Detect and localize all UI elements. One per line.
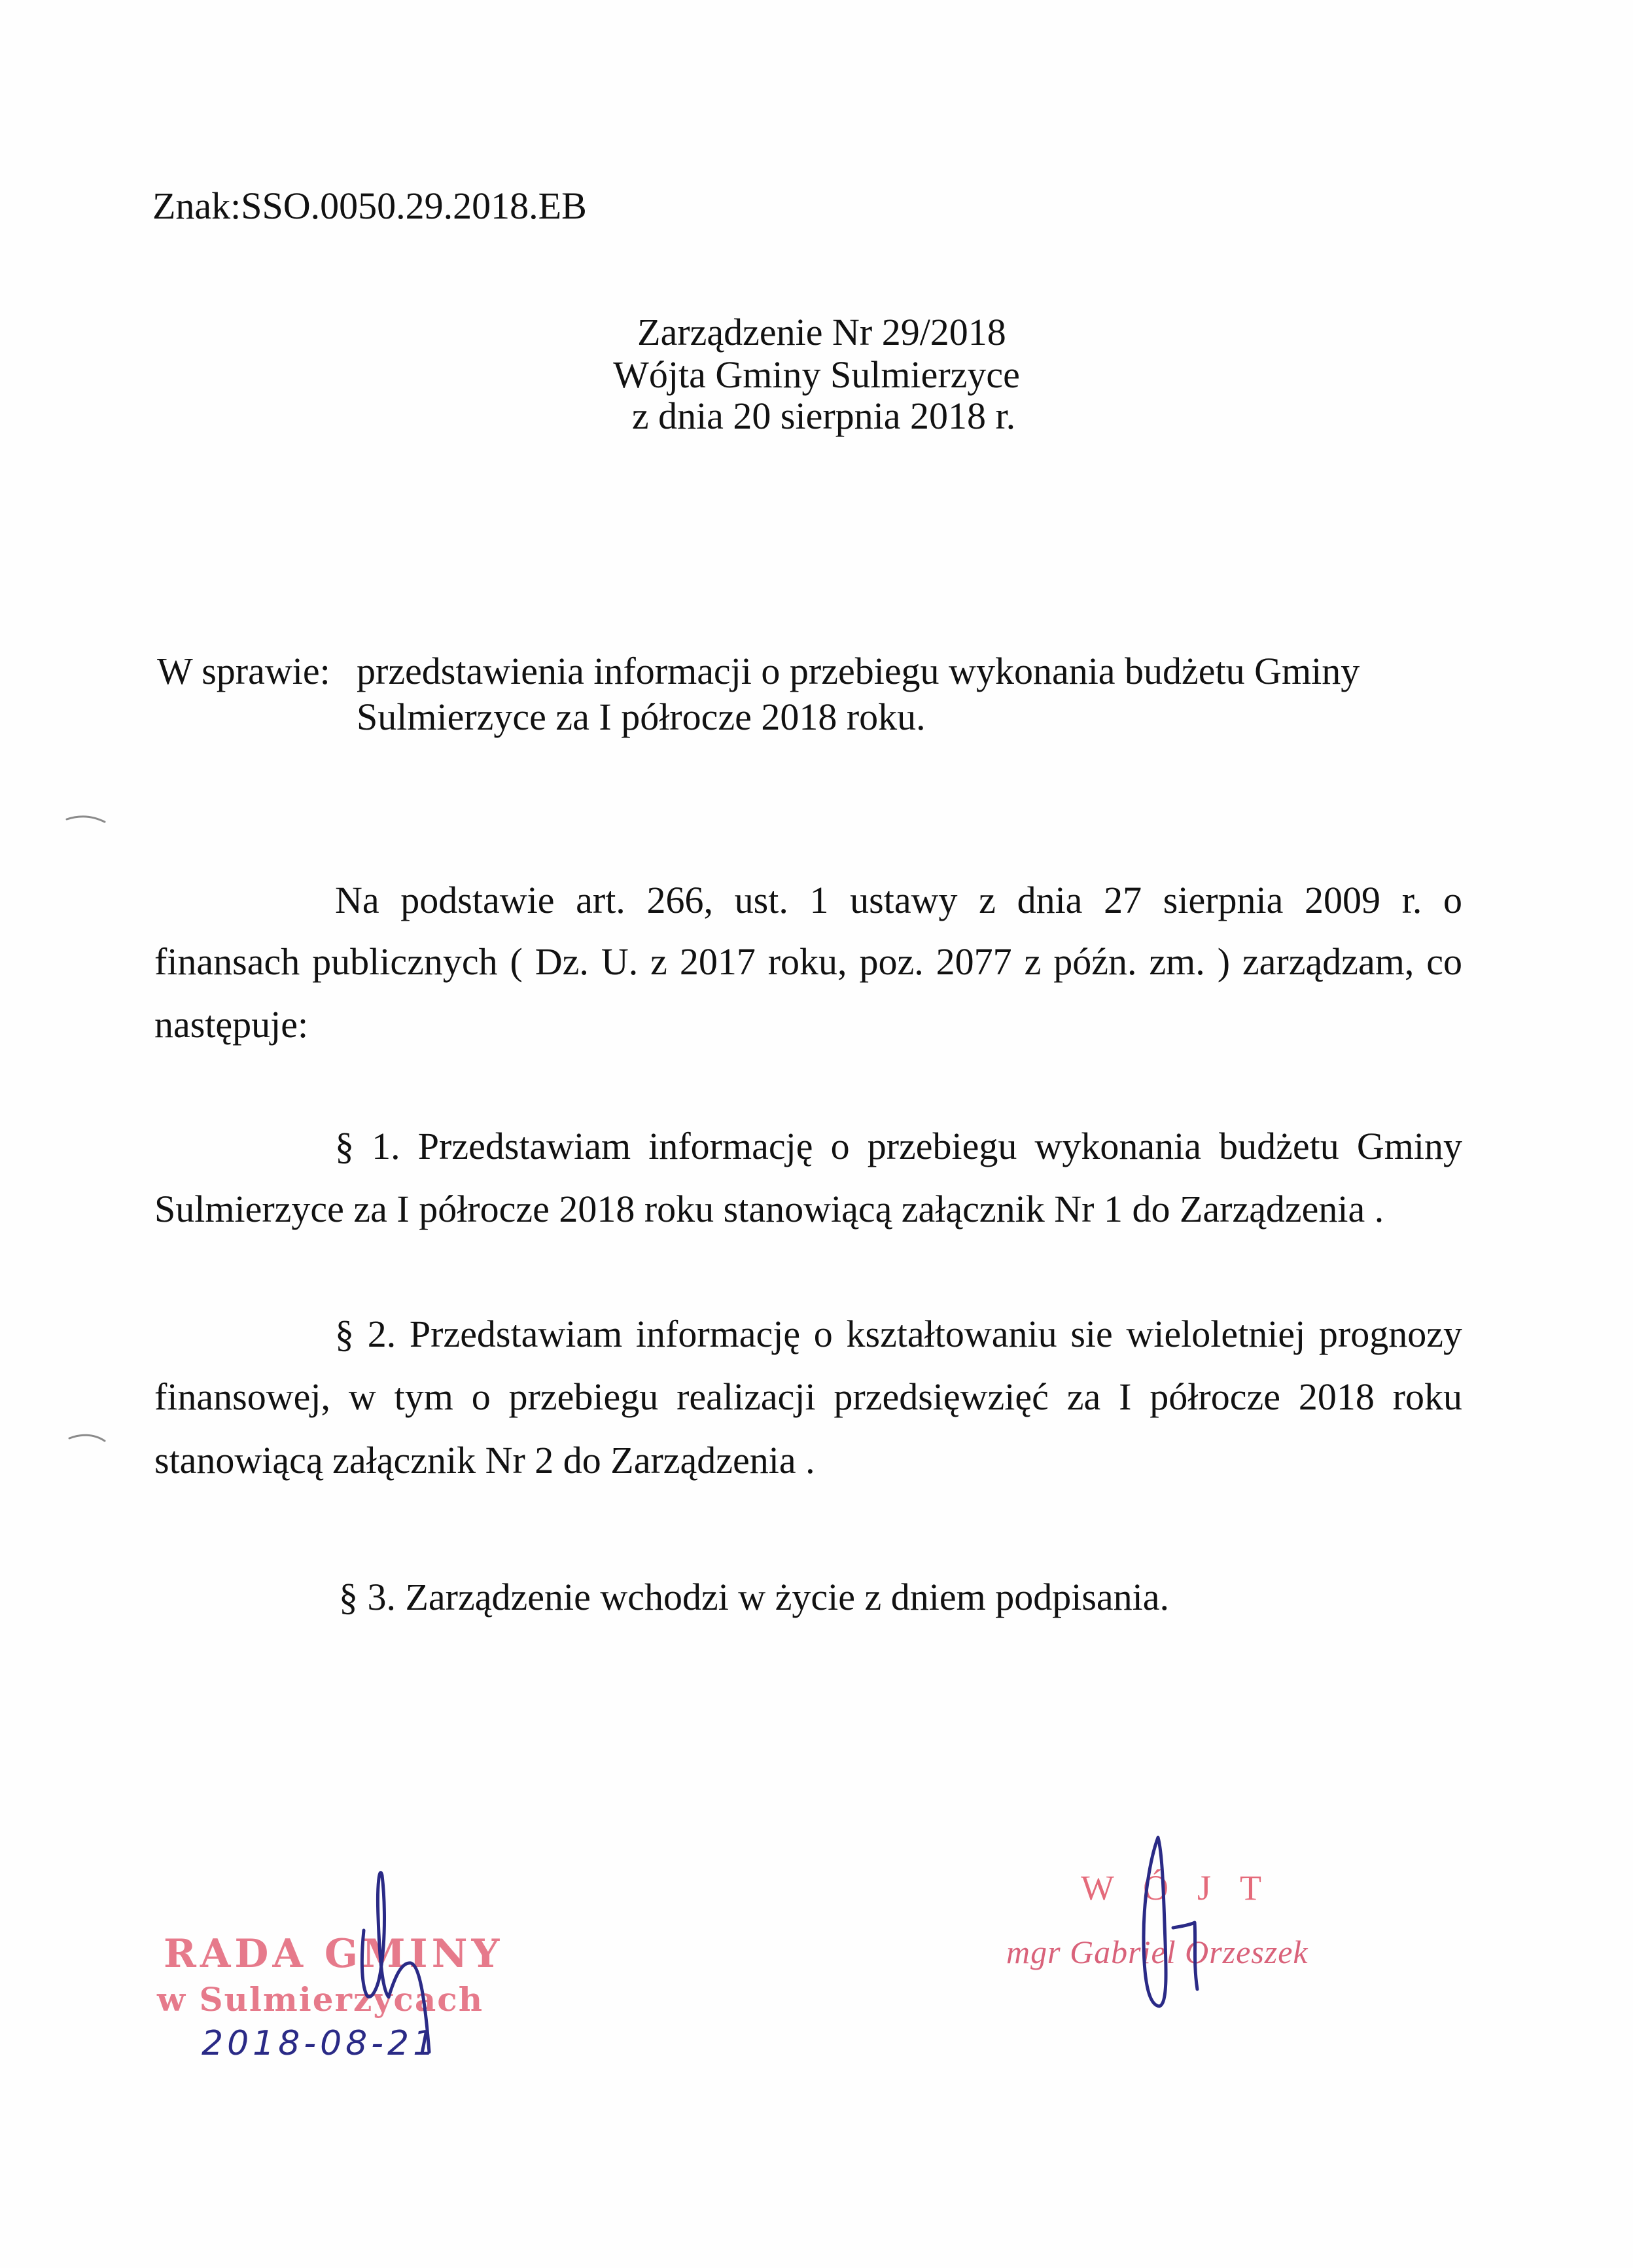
council-stamp-line-1: RADA GMINY bbox=[164, 1931, 504, 1977]
mayor-signature-loop bbox=[1144, 1837, 1166, 2006]
subject-label: W sprawie: bbox=[157, 650, 330, 692]
paragraph-2-line-2: finansowej, w tym o przebiegu realizacji przedsięwzięć za I półrocze 2018 roku bbox=[154, 1375, 1462, 1418]
paragraph-1-line-1: § 1. Przedstawiam informację o przebiegu wykonania budżetu Gminy bbox=[335, 1125, 1462, 1167]
paragraph-2-line-3: stanowiącą załącznik Nr 2 do Zarządzenia . bbox=[154, 1439, 815, 1481]
preamble-line-2: finansach publicznych ( Dz. U. z 2017 roku, poz. 2077 z późn. zm. ) zarządzam, co bbox=[154, 940, 1462, 983]
preamble-line-1: Na podstawie art. 266, ust. 1 ustawy z dnia 27 sierpnia 2009 r. o bbox=[335, 879, 1462, 921]
title-line-1: Zarządzenie Nr 29/2018 bbox=[637, 311, 1006, 353]
paragraph-3-line-1: § 3. Zarządzenie wchodzi w życie z dniem podpisania. bbox=[339, 1576, 1170, 1618]
margin-mark bbox=[69, 1435, 105, 1441]
handwritten-date: 2018-08-21 bbox=[202, 2024, 439, 2063]
title-line-2: Wójta Gminy Sulmierzyce bbox=[613, 353, 1020, 396]
paragraph-1-line-2: Sulmierzyce za I półrocze 2018 roku stanowiącą załącznik Nr 1 do Zarządzenia . bbox=[154, 1188, 1384, 1230]
title-line-3: z dnia 20 sierpnia 2018 r. bbox=[631, 395, 1016, 437]
mayor-stamp-title: WÓJT bbox=[1081, 1868, 1290, 1907]
reference-number: Znak:SSO.0050.29.2018.EB bbox=[152, 185, 587, 227]
council-stamp-line-2: w Sulmierzycach bbox=[157, 1980, 484, 2019]
margin-mark bbox=[67, 817, 105, 822]
subject-line-1: przedstawienia informacji o przebiegu wykonania budżetu Gminy bbox=[357, 650, 1360, 692]
paragraph-2-line-1: § 2. Przedstawiam informację o kształtowaniu sie wieloletniej prognozy bbox=[335, 1313, 1462, 1355]
subject-line-2: Sulmierzyce za I półrocze 2018 roku. bbox=[357, 696, 926, 738]
mayor-stamp-name: mgr Gabriel Orzeszek bbox=[1006, 1934, 1308, 1970]
preamble-line-3: następuje: bbox=[154, 1003, 309, 1046]
